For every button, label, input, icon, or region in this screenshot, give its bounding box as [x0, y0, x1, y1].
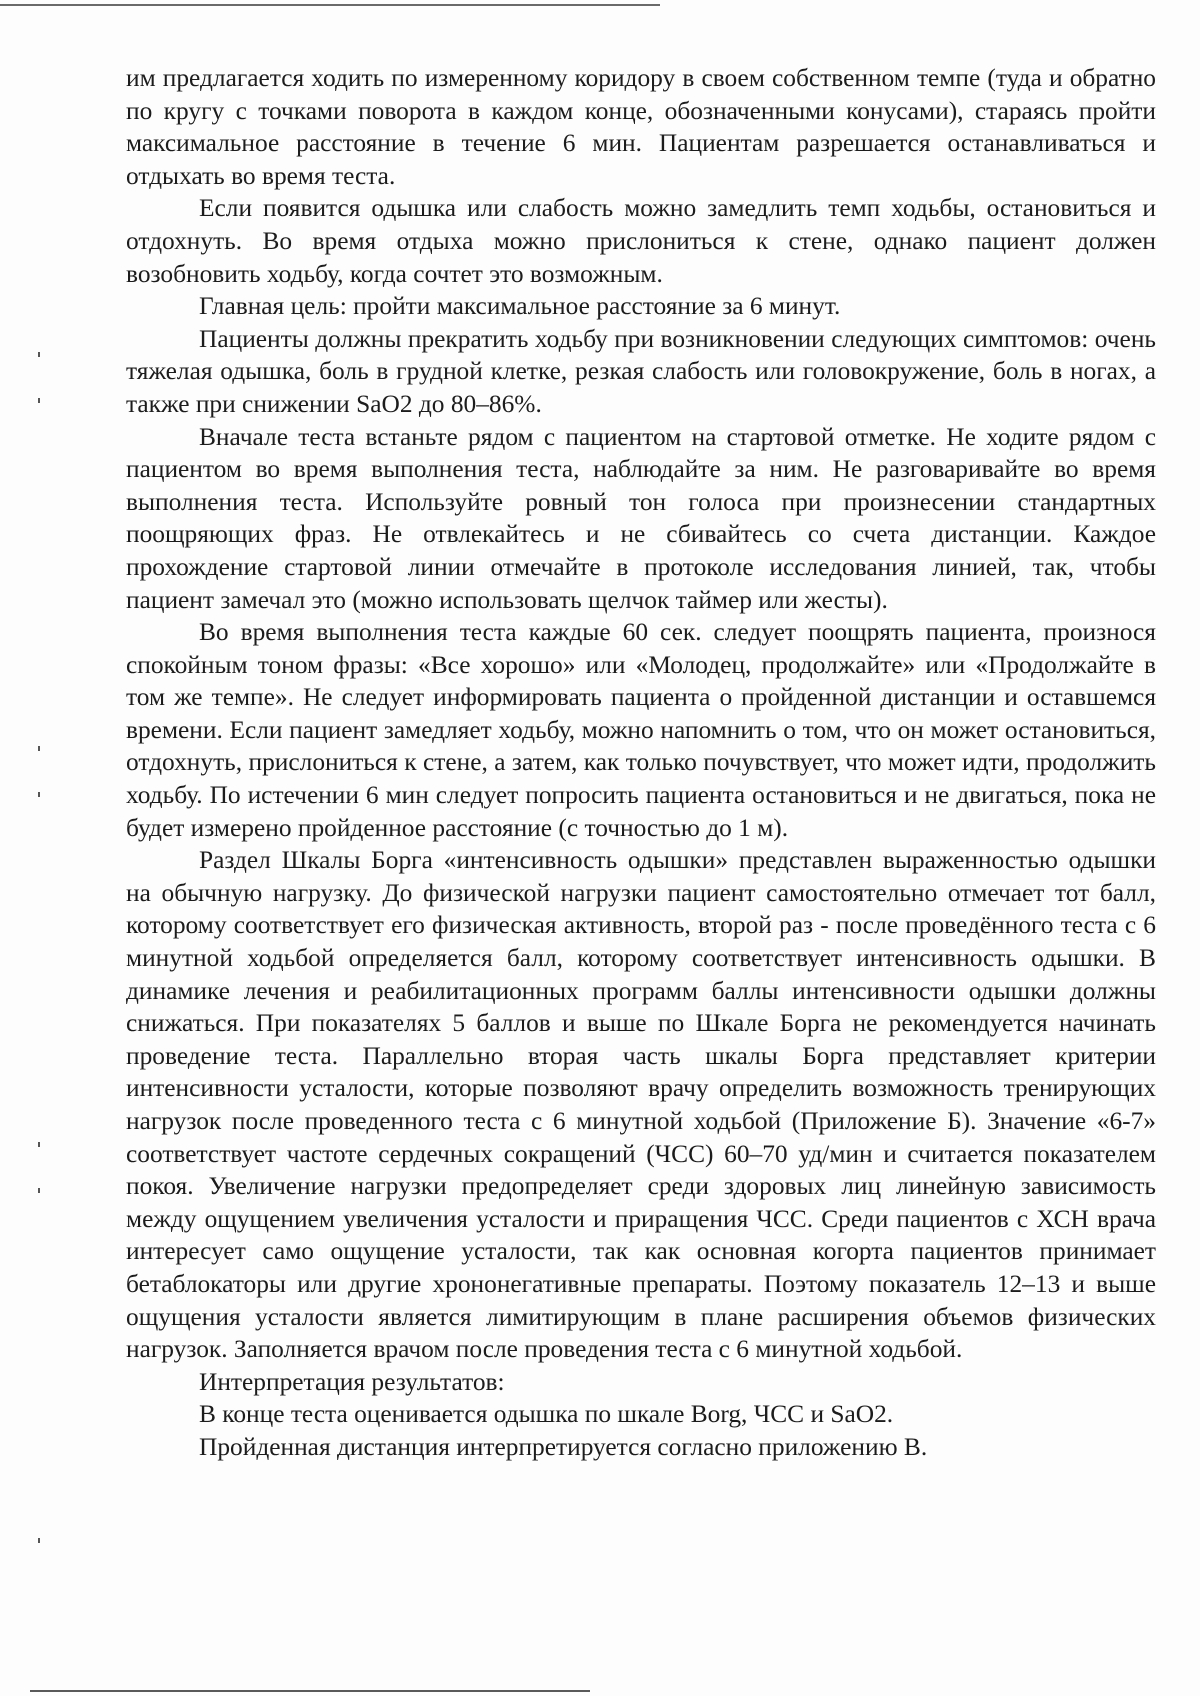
- paragraph-distance-interpretation: Пройденная дистанция интерпретируется согласно приложению В.: [199, 1432, 928, 1461]
- paragraph-end-of-test: В конце теста оценивается одышка по шкале Borg, ЧСС и SaO2.: [199, 1400, 894, 1429]
- paragraph-main-goal: Главная цель: пройти максимальное расстояние за 6 минут.: [199, 292, 841, 321]
- bottom-scan-edge-line: [30, 1690, 590, 1692]
- scan-speck: [38, 1188, 40, 1193]
- scan-speck: [38, 746, 40, 751]
- scan-speck: [38, 352, 40, 357]
- scan-speck: [38, 398, 40, 403]
- scan-speck: [38, 1142, 40, 1147]
- scan-speck: [38, 792, 40, 797]
- paragraph-dyspnea-rest: Если появится одышка или слабость можно замедлить темп ходьбы, остановиться и отдохнуть. Во время отдыха можно прислониться к стене, однако пациент должен возобновить ходьбу, когда сочтет это возможным.: [126, 194, 1156, 288]
- paragraph-borg-scale: Раздел Шкалы Борга «интенсивность одышки» представлен выраженностью одышки на обычную нагрузку. До физической нагрузки пациент самостоятельно отмечает тот балл, которому соответствует его физическая активность, второй раз - после проведённого теста с 6 минутной ходьбой определяется балл, которому соответствует интенсивность одышки. В динамике лечения и реабилитационных программ баллы интенсивности одышки должны снижаться. При показателях 5 баллов и выше по Шкале Борга не рекомендуется начинать проведение теста. Параллельно вторая часть шкалы Борга представляет критерии интенсивности усталости, которые позволяют врачу определить возможность тренирующих нагрузок после проведенного теста с 6 минутной ходьбой (Приложение Б). Значение «6-7» соответствует частоте сердечных сокращений (ЧСС) 60–70 уд/мин и считается показателем покоя. Увеличение нагрузки предопределяет среди здоровых лиц линейную зависимость между ощущением увеличения усталости и приращения ЧСС. Среди пациентов с ХСН врача интересует само ощущение усталости, так как основная когорта пациентов принимает бетаблокаторы или другие хрононегативные препараты. Поэтому показатель 12–13 и выше ощущения усталости является лимитирующим в плане расширения объемов физических нагрузок. Заполняется врачом после проведения теста с 6 минутной ходьбой.: [126, 846, 1156, 1364]
- paragraph-encouragement: Во время выполнения теста каждые 60 сек. следует поощрять пациента, произнося спокойным тоном фразы: «Все хорошо» или «Молодец, продолжайте» или «Продолжайте в том же темпе». Не следует информировать пациента о пройденной дистанции и оставшемся времени. Если пациент замедляет ходьбу, можно напомнить о том, что он может остановиться, отдохнуть, прислониться к стене, а затем, как только почувствует, что может идти, продолжить ходьбу. По истечении 6 мин следует попросить пациента остановиться и не двигаться, пока не будет измерено пройденное расстояние (с точностью до 1 м).: [126, 618, 1156, 842]
- paragraph-interpretation-heading: Интерпретация результатов:: [199, 1367, 505, 1396]
- paragraph-test-instruction: им предлагается ходить по измеренному коридору в своем собственном темпе (туда и обратно по кругу с точками поворота в каждом конце, обозначенными конусами), стараясь пройти максимальное расстояние в течение 6 мин. Пациентам разрешается останавливаться и отдыхать во время теста.: [126, 64, 1156, 190]
- paragraph-stop-symptoms: Пациенты должны прекратить ходьбу при возникновении следующих симптомов: очень тяжелая одышка, боль в грудной клетке, резкая слабость или головокружение, боль в ногах, а также при снижении SaO2 до 80–86%.: [126, 324, 1156, 418]
- scan-speck: [38, 1538, 40, 1543]
- document-body: [126, 62, 1156, 1464]
- paragraph-start-instructions: Вначале теста встаньте рядом с пациентом на стартовой отметке. Не ходите рядом с пациентом во время выполнения теста, наблюдайте за ним. Не разговаривайте во время выполнения теста. Используйте ровный тон голоса при произнесении стандартных поощряющих фраз. Не отвлекайтесь и не сбивайтесь со счета дистанции. Каждое прохождение стартовой линии отмечайте в протоколе исследования линией, так, чтобы пациент замечал это (можно использовать щелчок таймер или жесты).: [126, 422, 1156, 614]
- top-scan-edge-line: [0, 4, 660, 6]
